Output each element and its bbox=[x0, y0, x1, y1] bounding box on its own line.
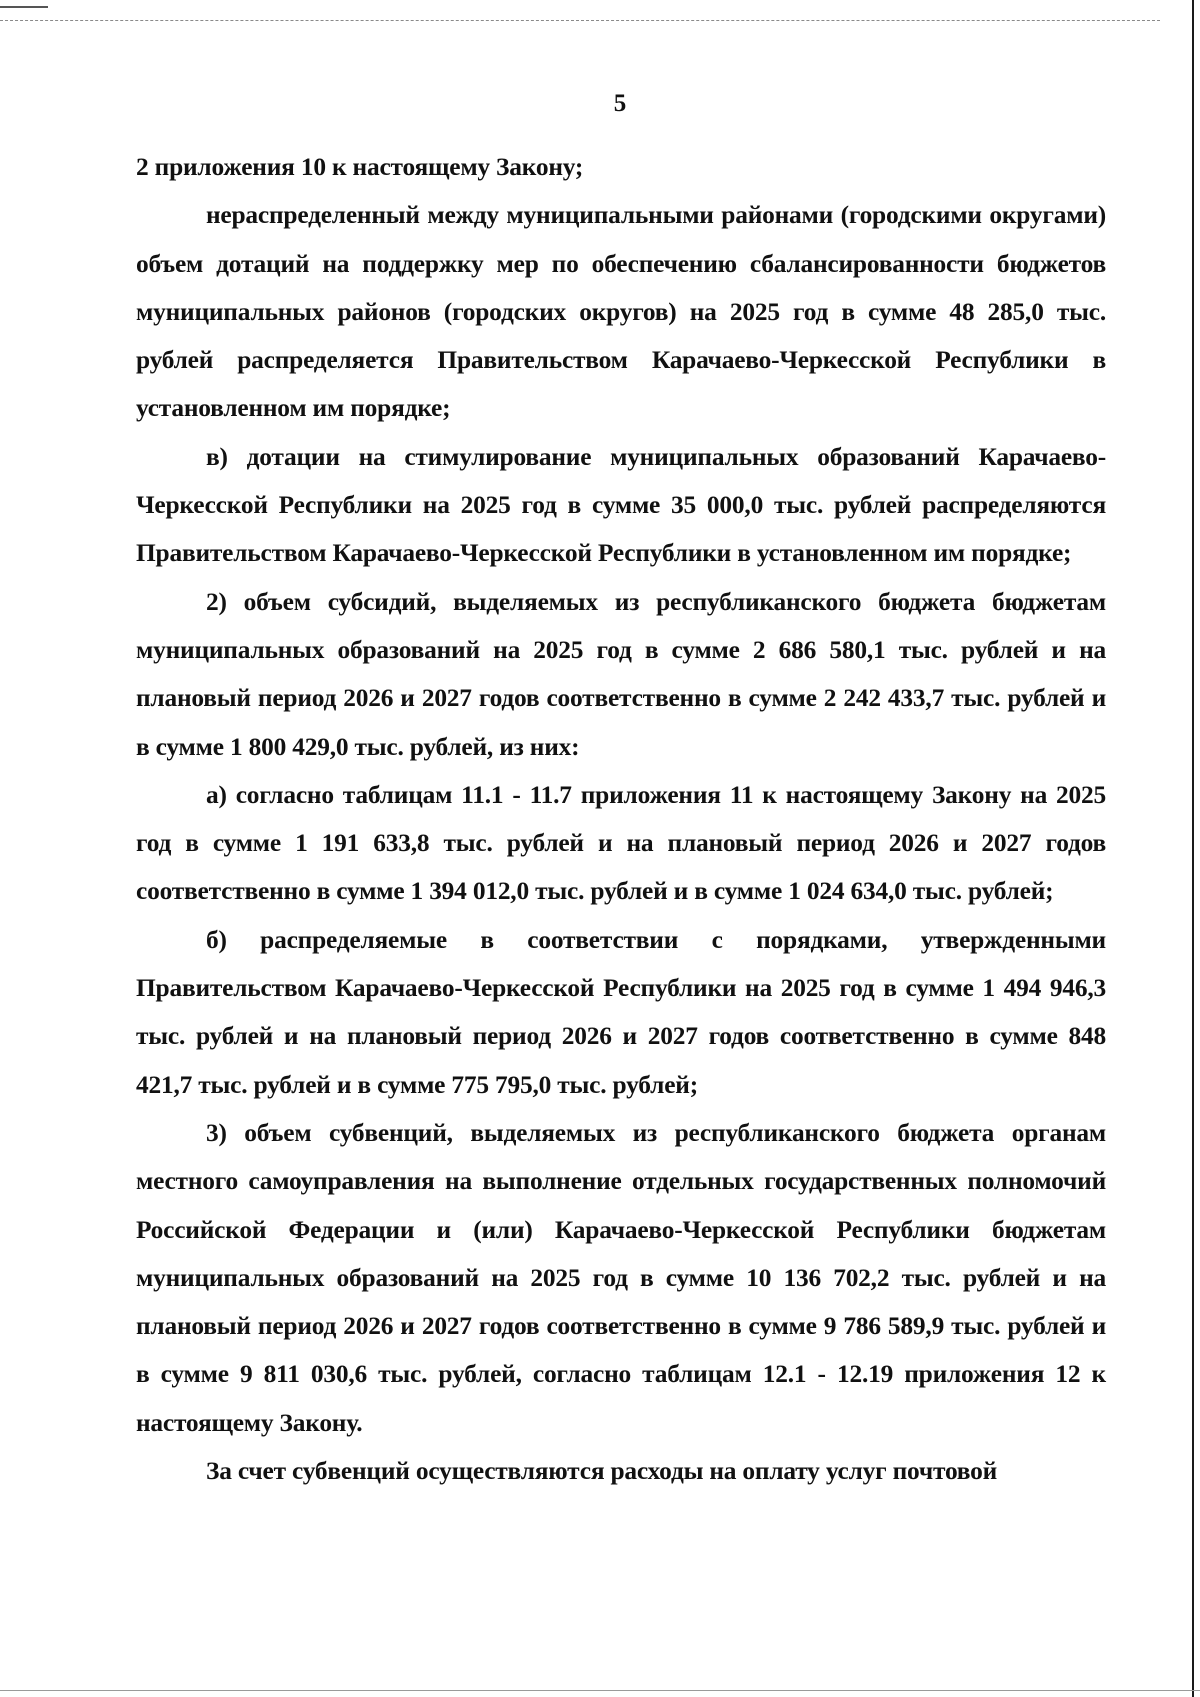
paragraph-undistributed-subsidy: нераспределенный между муниципальными районами (городскими округами) объем дотаций на поддержку мер по обеспечению сбалансированности бюджетов муниципальных районов (городских округов) на 2025 год в сумме 48 285,0 тыс. рублей распределяется Правительством Карачаево-Черкесской Республики в установленном им порядке; bbox=[136, 201, 1106, 423]
paragraph-subsidies-volume: 2) объем субсидий, выделяемых из республиканского бюджета бюджетам муниципальных образований на 2025 год в сумме 2 686 580,1 тыс. рублей и на плановый период 2026 и 2027 годов соответственно в сумме 2 242 433,7 тыс. рублей и в сумме 1 800 429,0 тыс. рублей, из них: bbox=[136, 587, 1106, 761]
paragraph-subsidies-tables: а) согласно таблицам 11.1 - 11.7 приложения 11 к настоящему Закону на 2025 год в сумме 1 191 633,8 тыс. рублей и на плановый период 2026 и 2027 годов соответственно в сумме 1 394 012,0 тыс. рублей и в сумме 1 024 634,0 тыс. рублей; bbox=[136, 780, 1106, 906]
paragraph-continuation: 2 приложения 10 к настоящему Закону; bbox=[136, 153, 584, 181]
paragraph-stimulus-subsidy: в) дотации на стимулирование муниципальных образований Карачаево-Черкесской Республики на 2025 год в сумме 35 000,0 тыс. рублей распределяются Правительством Карачаево-Черкесской Республики в установленном им порядке; bbox=[136, 442, 1106, 568]
paragraph-subventions-volume: 3) объем субвенций, выделяемых из республиканского бюджета органам местного самоуправления на выполнение отдельных государственных полномочий Российской Федерации и (или) Карачаево-Черкесской Республики бюджетам муниципальных образований на 2025 год в сумме 10 136 702,2 тыс. рублей и на плановый период 2026 и 2027 годов соответственно в сумме 9 786 589,9 тыс. рублей и в сумме 9 811 030,6 тыс. рублей, согласно таблицам 12.1 - 12.19 приложения 12 к настоящему Закону. bbox=[136, 1118, 1106, 1437]
scan-top-edge bbox=[0, 20, 1160, 21]
page-number: 5 bbox=[613, 90, 627, 117]
paragraph-subsidies-government: б) распределяемые в соответствии с порядками, утвержденными Правительством Карачаево-Черкесской Республики на 2025 год в сумме 1 494 946,3 тыс. рублей и на плановый период 2026 и 2027 годов соответственно в сумме 848 421,7 тыс. рублей и в сумме 775 795,0 тыс. рублей; bbox=[136, 925, 1106, 1099]
paragraph-subventions-expenses: За счет субвенций осуществляются расходы на оплату услуг почтовой bbox=[206, 1457, 998, 1486]
scan-right-edge bbox=[1192, 0, 1194, 1697]
scan-bottom-edge bbox=[0, 1690, 1200, 1691]
document-body bbox=[136, 143, 1106, 1495]
scan-edge-mark bbox=[0, 6, 48, 8]
